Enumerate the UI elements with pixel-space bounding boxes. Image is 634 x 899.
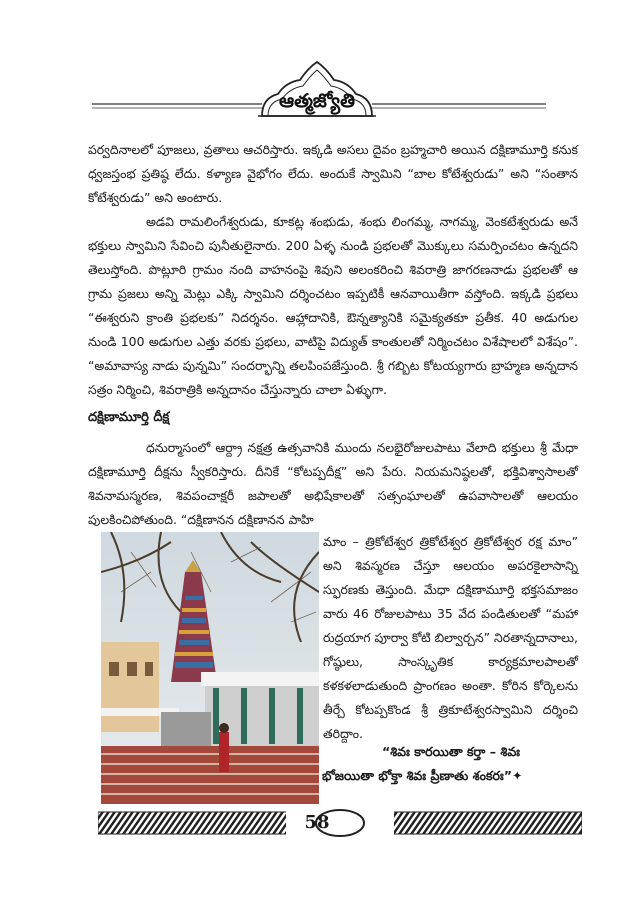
- section-heading: దక్షిణామూర్తి దీక్ష: [88, 410, 170, 425]
- temple-photo: [101, 532, 319, 804]
- article-body-top: [88, 138, 578, 402]
- magazine-title: ఆత్మజ్యోతి: [279, 90, 355, 112]
- article-side-column: మాం – త్రికోటేశ్వర త్రికోటేశ్వర త్రికోటేశ్వర రక్ష మాం” అని శివస్మరణ చేస్తూ ఆలయం అపరకైలాసాన్ని స్ఫురణకు తెస్తుంది. మేధా దక్షిణామూర్తి భక్తసమాజం వారు 46 రోజులపాటు 35 వేద పండితులతో “మహా రుద్రయాగ పూర్వా కోటి బిల్వార్చన” నిరతాన్నదానాలు, గోష్ఠులు, సాంస్కృతిక కార్యక్రమాలపాలతో కళకళలాడుతుంది ప్రాంగణం అంతా. కోరిన కోర్కెలను తీర్చే కోటప్పకొండ శ్రీ త్రికూటేశ్వరస్వామిని దర్శించి తరిద్దాం.: [323, 534, 578, 741]
- page-number: 58: [304, 812, 330, 833]
- sanskrit-quote: [322, 740, 580, 788]
- paragraph-3: ధనుర్మాసంలో ఆర్ద్రా నక్షత్ర ఉత్సవానికి ముందు నలభైరోజులపాటు వేలాది భక్తులు శ్రీ మేధా దక్షిణామూర్తి దీక్షను స్వీకరిస్తారు. దీనికే “కోటప్పదీక్ష” అని పేరు. నియమనిష్ఠలతో, భక్తివిశ్వాసాలతో శివనామస్మరణ, శివపంచాక్షరీ జపాలతో అభిషేకాలతో సత్సంఘాలతో ఉపవాసాలతో ఆలయం పులకించిపోతుంది. “దక్షిణానన దక్షిణానన పాహి: [88, 440, 578, 527]
- quote-line-2: భోజయితా భోక్తా శివః ప్రీణాతు శంకరః”✦: [322, 768, 523, 783]
- paragraph-1: పర్వదినాలలో పూజలు, వ్రతాలు ఆచరిస్తారు. ఇక్కడి అసలు దైవం బ్రహ్మచారి అయిన దక్షిణామూర్తి కనుక ధ్వజస్తంభ ప్రతిష్ఠ లేదు. కళ్యాణ వైభోగం లేదు. అందుకే స్వామిని “బాల కోటేశ్వరుడు” అని “సంతాన కోటేశ్వరుడు” అని అంటారు.: [88, 142, 578, 205]
- article-body-middle: [88, 436, 578, 532]
- paragraph-2: అడవి రామలింగేశ్వరుడు, కూకట్ల శంభుడు, శంభు లింగమ్మ, నాగమ్మ, వెంకటేశ్వరుడు అనే భక్తులు స్వామిని సేవించి పునీతులైనారు. 200 ఏళ్ళ నుండి ప్రభలతో మొక్కులు సమర్పించటం ఉన్నదని తెలుస్తోంది. పొట్లూరి గ్రామం నంది వాహనంపై శివుని అలంకరించి శివరాత్రి జాగరణనాడు ప్రభలతో ఆ గ్రామ ప్రజలు అన్ని మెట్లు ఎక్కి స్వామిని దర్శించటం ఇప్పటికీ ఆనవాయితీగా వస్తోంది. ఇక్కడి ప్రభలు “ఈశ్వరుని క్రాంతి ప్రభలకు” నిదర్శనం. ఆహ్లాదానికి, ఔన్నత్యానికి సమైక్యతకూ ప్రతీక. 40 అడుగుల నుండి 100 అడుగుల ఎత్తు వరకు ప్రభలు, వాటిపై విద్యుత్ కాంతులతో నిర్మించటం విశేషాలలో విశేషం”. “అమావాస్య నాడు పున్నమి” సందర్భాన్ని తలపింపజేస్తుంది. శ్రీ గబ్బిట కోటయ్యగారు బ్రాహ్మణ అన్నదాన సత్రం నిర్మించి, శివరాత్రికి అన్నదానం చేస్తున్నారు చాలా ఏళ్ళుగా.: [88, 214, 578, 397]
- quote-line-1: “శివః కారయితా కర్తా – శివః: [381, 744, 521, 759]
